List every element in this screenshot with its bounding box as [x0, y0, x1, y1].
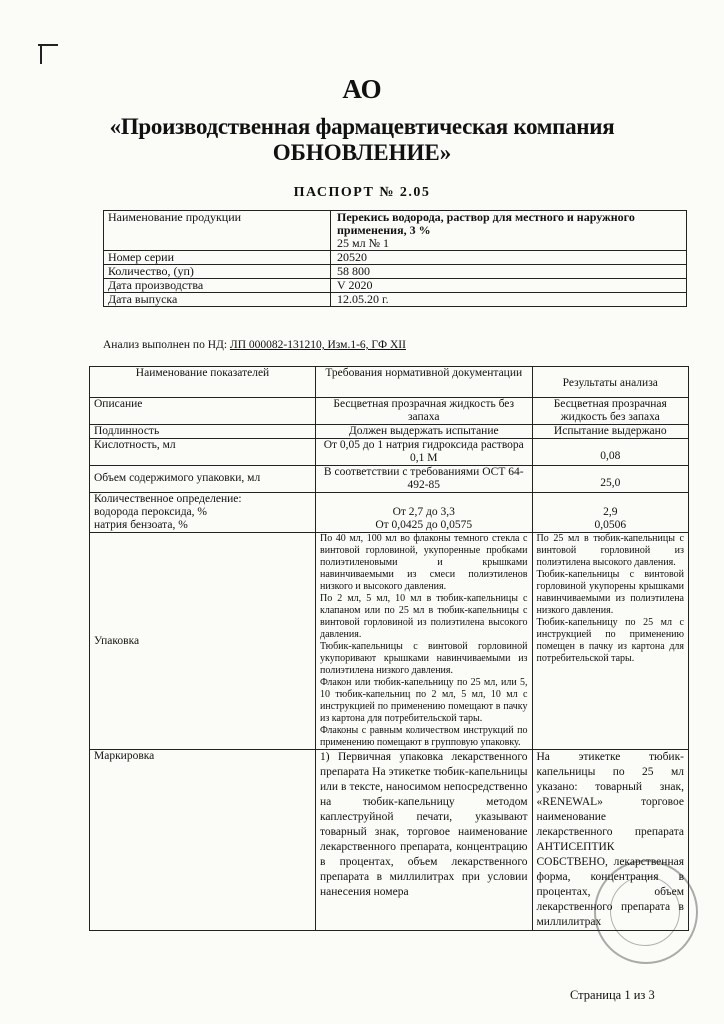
row-value: 12.05.20 г. — [331, 293, 687, 307]
row-value: V 2020 — [331, 279, 687, 293]
passport-title: ПАСПОРТ № 2.05 — [293, 185, 431, 200]
table-row — [104, 279, 687, 293]
row-value — [331, 211, 687, 251]
product-pack: 25 мл № 1 — [337, 236, 390, 250]
table-row — [90, 533, 689, 750]
pack-req-1: По 40 мл, 100 мл во флаконы темного стекла с винтовой горловиной, укупоренные пробками полиэтиленовыми и крышками навинчиваемыми из смеси полиэтиленов низкого и высокого давления. — [320, 533, 528, 592]
table-row — [90, 425, 689, 439]
table-row — [90, 439, 689, 466]
pack-res-1: По 25 мл в тюбик-капельницы с винтовой горловиной из полиэтилена высокого давления. — [536, 533, 684, 568]
quant-res2: 0,0506 — [594, 519, 627, 531]
pack-res-2: Тюбик-капельницы с винтовой горловиной укупорены крышками навинчиваемыми из полиэтилена низкого давления. — [536, 569, 684, 616]
quant-req1: От 2,7 до 3,3 — [392, 506, 455, 518]
param-result: Бесцветная прозрачная жидкость без запаха — [532, 398, 689, 425]
param-name: Упаковка — [90, 533, 316, 750]
param-name: Подлинность — [90, 425, 316, 439]
pack-req-5: Флаконы с равным количеством инструкций по применению помещают в групповую упаковку. — [320, 725, 528, 748]
analysis-line — [103, 339, 406, 351]
table-row — [104, 251, 687, 265]
row-label: Номер серии — [104, 251, 331, 265]
quant-req2: От 0,0425 до 0,0575 — [375, 519, 473, 531]
param-requirement: От 0,05 до 1 натрия гидроксида раствора 0,1 М — [316, 439, 533, 466]
param-name: Кислотность, мл — [90, 439, 316, 466]
quant-title: Количественное определение: — [94, 493, 242, 505]
param-result — [532, 493, 689, 533]
param-requirement — [316, 493, 533, 533]
param-name: Маркировка — [90, 750, 316, 931]
header-name: Наименование показателей — [90, 367, 316, 398]
param-result: Испытание выдержано — [532, 425, 689, 439]
pack-req-4: Флакон или тюбик-капельницу по 25 мл, или 5, 10 тюбик-капельниц по 2 мл, 5 мл, 10 мл с инструкцией по применению помещают в пачку из картона для потребительской тары. — [320, 677, 528, 724]
row-label: Дата выпуска — [104, 293, 331, 307]
corner-mark — [40, 44, 42, 64]
row-value: 58 800 — [331, 265, 687, 279]
param-result: На этикетке тюбик-капельницы по 25 мл указано: товарный знак, «RENEWAL» торговое наименование лекарственного препарата АНТИСЕПТИК СОБСТВЕНО, лекарственная форма, концентрация в процентах, объем лекарственного препарата в миллилитрах — [532, 750, 689, 931]
table-header-row — [90, 367, 689, 398]
param-requirement: Должен выдержать испытание — [316, 425, 533, 439]
table-row — [104, 265, 687, 279]
param-name — [90, 493, 316, 533]
row-label: Количество, (уп) — [104, 265, 331, 279]
org-name-line2: ОБНОВЛЕНИЕ» — [272, 140, 452, 165]
product-table — [103, 210, 687, 307]
pack-req-3: Тюбик-капельницы с винтовой горловиной укупоривают крышками навинчиваемыми из полиэтилена низкого давления. — [320, 641, 528, 676]
table-row — [90, 466, 689, 493]
quant-res1: 2,9 — [603, 506, 618, 518]
param-result: 0,08 — [532, 439, 689, 466]
org-name-line1: «Производственная фармацевтическая компания — [109, 114, 615, 139]
stamp-inner-ring — [610, 876, 680, 946]
row-label: Дата производства — [104, 279, 331, 293]
param-result — [532, 533, 689, 750]
analysis-prefix: Анализ выполнен по НД: — [103, 339, 228, 351]
header-requirements: Требования нормативной документации — [316, 367, 533, 398]
table-row — [104, 211, 687, 251]
param-result: 25,0 — [532, 466, 689, 493]
param-name: Объем содержимого упаковки, мл — [90, 466, 316, 493]
param-requirement: В соответствии с требованиями ОСТ 64-492-85 — [316, 466, 533, 493]
pack-res-3: Тюбик-капельницу по 25 мл с инструкцией по применению помещен в пачку из картона для потребительской тары. — [536, 617, 684, 664]
analysis-nd: ЛП 000082-131210, Изм.1-6, ГФ XII — [229, 339, 406, 351]
quant-sub2: натрия бензоата, % — [94, 519, 188, 531]
quant-sub1: водорода пероксида, % — [94, 506, 207, 518]
quality-table — [89, 366, 689, 931]
pack-req-2: По 2 мл, 5 мл, 10 мл в тюбик-капельницы с клапаном или по 25 мл в тюбик-капельницы с винтовой горловиной из полиэтилена высокого давления. — [320, 593, 528, 640]
table-row — [90, 398, 689, 425]
row-label: Наименование продукции — [104, 211, 331, 251]
page-number: Страница 1 из 3 — [570, 988, 655, 1002]
product-name: Перекись водорода, раствор для местного и наружного применения, 3 % — [337, 210, 635, 237]
param-requirement — [316, 533, 533, 750]
table-row — [90, 493, 689, 533]
param-requirement: Бесцветная прозрачная жидкость без запаха — [316, 398, 533, 425]
header-results: Результаты анализа — [532, 367, 689, 398]
param-requirement: 1) Первичная упаковка лекарственного препарата На этикетке тюбик-капельницы или в тексте, наносимом непосредственно на тюбик-капельницу методом каплеструйной печати, указывают товарный знак, торговое наименование лекарственного препарата, концентрацию в процентах, объем лекарственного препарата в миллилитрах при условии нанесения номера — [316, 750, 533, 931]
company-stamp — [594, 860, 698, 964]
table-row — [104, 293, 687, 307]
param-name: Описание — [90, 398, 316, 425]
org-type: АО — [342, 74, 382, 104]
row-value: 20520 — [331, 251, 687, 265]
